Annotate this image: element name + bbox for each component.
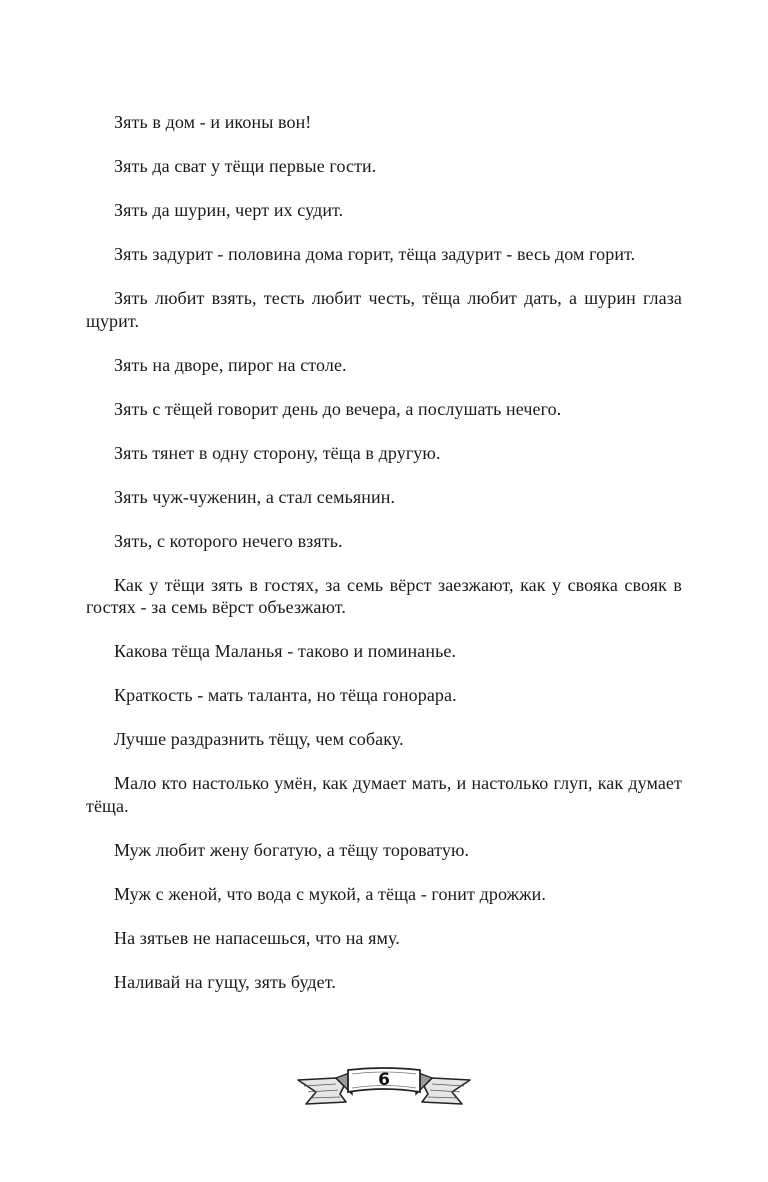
page-number: 6 xyxy=(378,1070,390,1090)
proverb: Зять задурит - половина дома горит, тёща задурит - весь дом горит. xyxy=(114,244,636,264)
proverb: Муж любит жену богатую, а тёщу тороватую. xyxy=(114,839,470,860)
proverb: Зять на дворе, пирог на столе. xyxy=(114,354,347,375)
page-number-ribbon xyxy=(296,1066,472,1112)
proverb: Зять в дом - и иконы вон! xyxy=(114,112,312,132)
proverb: Зять с тёщей говорит день до вечера, а послушать нечего. xyxy=(114,398,562,419)
proverb: Как у тёщи зять в гостях, за семь вёрст заезжают, как у свояка свояк в гостях - за семь вёрст объезжают. xyxy=(86,574,682,617)
proverb: Зять да шурин, черт их судит. xyxy=(114,200,344,220)
proverb: Мало кто настолько умён, как думает мать, и настолько глуп, как думает тёща. xyxy=(86,773,682,816)
proverb: Лучше раздразнить тёщу, чем собаку. xyxy=(114,729,404,749)
proverb: На зятьев не напасешься, что на яму. xyxy=(114,927,400,948)
proverb: Муж с женой, что вода с мукой, а тёща - гонит дрожжи. xyxy=(114,883,546,904)
proverb: Наливай на гущу, зять будет. xyxy=(114,971,336,992)
proverb: Какова тёща Маланья - таково и поминанье. xyxy=(114,641,457,661)
proverb: Зять тянет в одну сторону, тёща в другую. xyxy=(114,442,441,463)
proverb: Зять чуж-чуженин, а стал семьянин. xyxy=(114,486,396,507)
proverb-list xyxy=(86,111,682,1015)
proverb: Краткость - мать таланта, но тёща гонорара. xyxy=(114,685,457,705)
proverb: Зять, с которого нечего взять. xyxy=(114,530,343,551)
proverb: Зять да сват у тёщи первые гости. xyxy=(114,156,377,176)
proverb: Зять любит взять, тесть любит честь, тёща любит дать, а шурин глаза щурит. xyxy=(86,288,682,331)
